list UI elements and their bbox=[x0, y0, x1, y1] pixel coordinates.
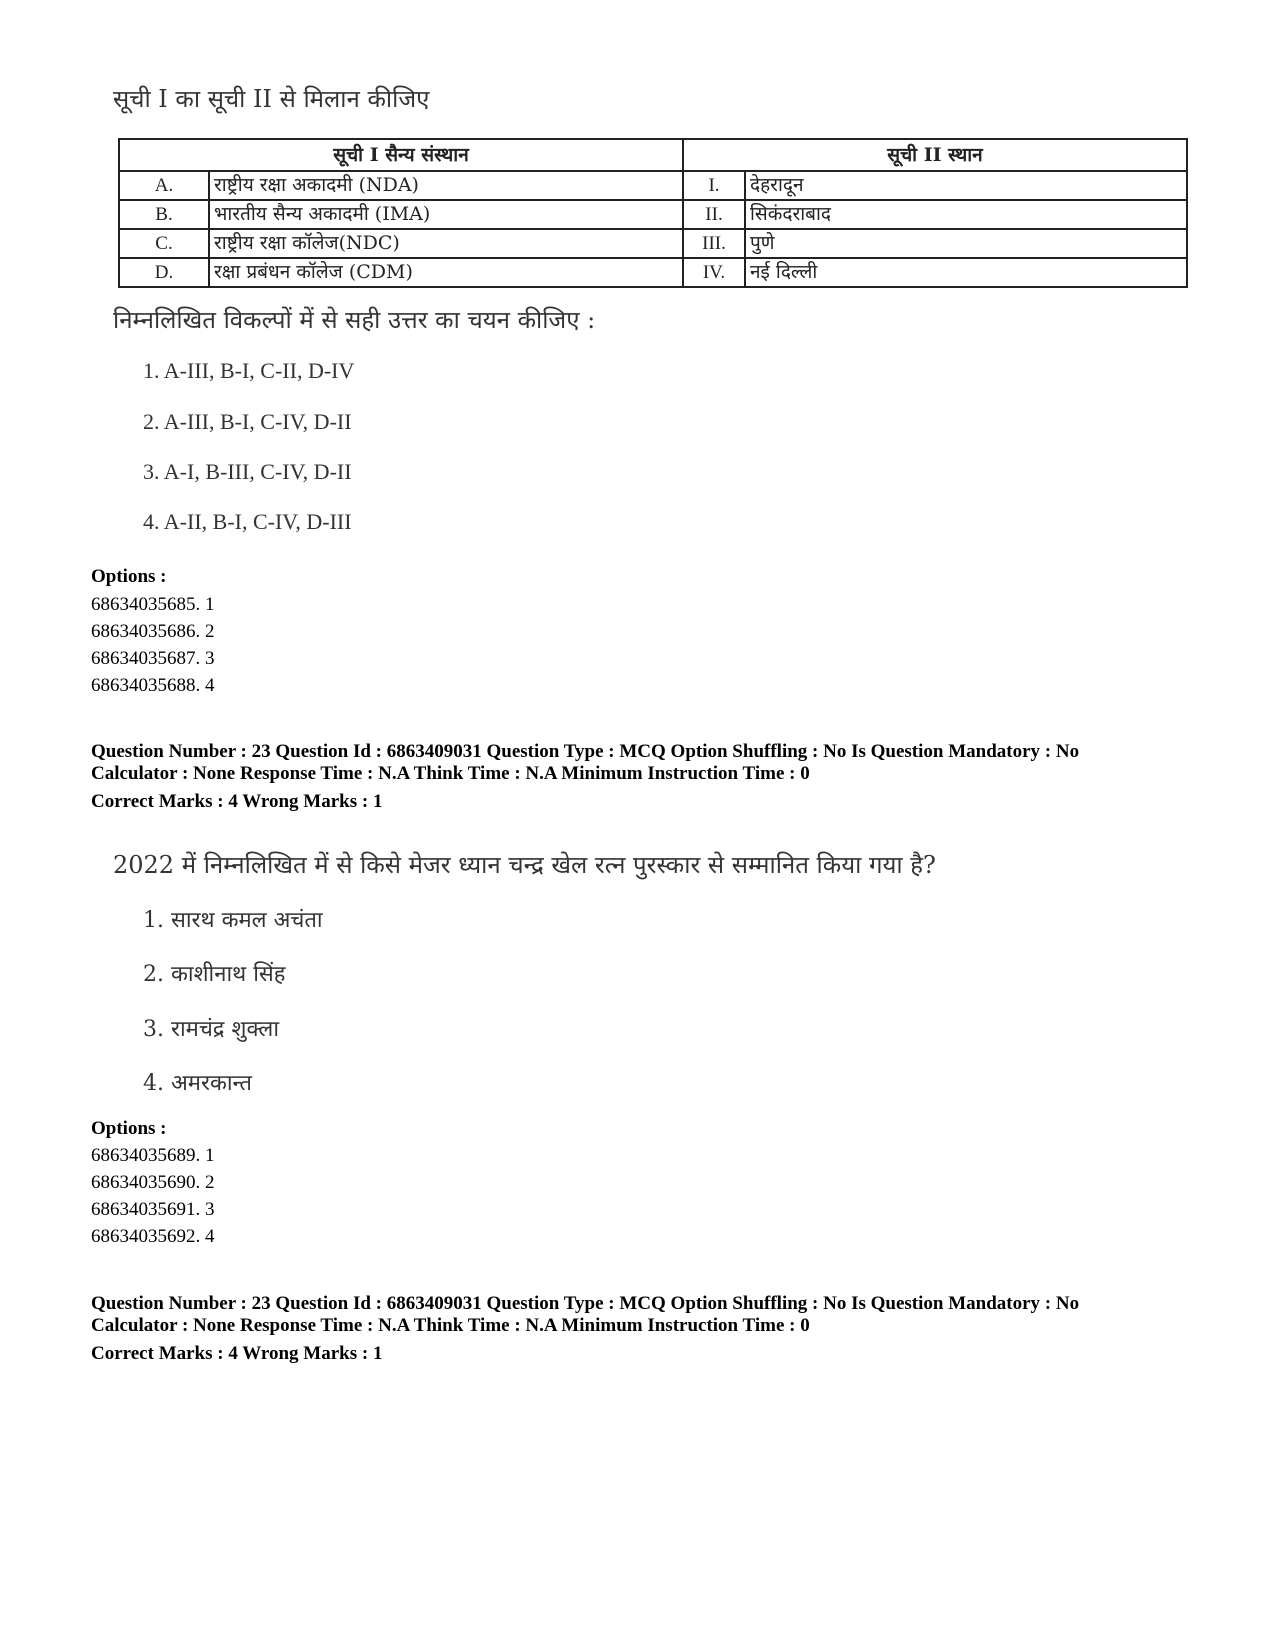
option-id: 68634035685. 1 bbox=[91, 594, 215, 615]
row-key-right: II. bbox=[684, 201, 746, 228]
answer-choice: 2. काशीनाथ सिंह bbox=[143, 962, 286, 987]
row-value-right: सिकंदराबाद bbox=[750, 203, 831, 225]
option-id: 68634035687. 3 bbox=[91, 648, 215, 669]
question-meta-line: Calculator : None Response Time : N.A Think Time : N.A Minimum Instruction Time : 0 bbox=[91, 1315, 810, 1336]
option-id: 68634035691. 3 bbox=[91, 1199, 215, 1220]
answer-choice: 4. अमरकान्त bbox=[143, 1071, 252, 1096]
answer-choice: 1. A-III, B-I, C-II, D-IV bbox=[143, 358, 355, 383]
row-value-left: रक्षा प्रबंधन कॉलेज (CDM) bbox=[214, 261, 413, 283]
row-key-right: I. bbox=[684, 172, 746, 199]
answer-choice: 1. सारथ कमल अचंता bbox=[143, 908, 323, 933]
answer-choice: 2. A-III, B-I, C-IV, D-II bbox=[143, 409, 352, 434]
question-prompt: निम्नलिखित विकल्पों में से सही उत्तर का चयन कीजिए : bbox=[113, 306, 596, 334]
row-key-right: IV. bbox=[684, 259, 746, 286]
match-table-row bbox=[119, 258, 1187, 287]
row-key-right: III. bbox=[684, 230, 746, 257]
option-id: 68634035686. 2 bbox=[91, 621, 215, 642]
option-id: 68634035688. 4 bbox=[91, 675, 215, 696]
row-value-right: पुणे bbox=[750, 232, 775, 254]
row-value-left: राष्ट्रीय रक्षा अकादमी (NDA) bbox=[214, 174, 419, 196]
question-meta-line: Question Number : 23 Question Id : 6863409031 Question Type : MCQ Option Shuffling : No Is Question Mandatory : No bbox=[91, 741, 1080, 762]
match-table-row bbox=[119, 229, 1187, 258]
answer-choice: 3. रामचंद्र शुक्ला bbox=[143, 1017, 280, 1042]
question-meta-line: Question Number : 23 Question Id : 6863409031 Question Type : MCQ Option Shuffling : No Is Question Mandatory : No bbox=[91, 1293, 1080, 1314]
row-key-left: D. bbox=[120, 259, 210, 286]
list-two-header: सूची II स्थान bbox=[683, 139, 1187, 171]
match-table-row bbox=[119, 171, 1187, 200]
question-marks-line: Correct Marks : 4 Wrong Marks : 1 bbox=[91, 1343, 383, 1364]
row-key-left: C. bbox=[120, 230, 210, 257]
options-label: Options : bbox=[91, 566, 167, 587]
row-key-left: A. bbox=[120, 172, 210, 199]
answer-choice: 3. A-I, B-III, C-IV, D-II bbox=[143, 459, 352, 484]
list-one-header: सूची I सैन्य संस्थान bbox=[119, 139, 683, 171]
question-marks-line: Correct Marks : 4 Wrong Marks : 1 bbox=[91, 791, 383, 812]
match-table-header bbox=[119, 139, 1187, 171]
answer-choice: 4. A-II, B-I, C-IV, D-III bbox=[143, 509, 352, 534]
row-key-left: B. bbox=[120, 201, 210, 228]
option-id: 68634035692. 4 bbox=[91, 1226, 215, 1247]
match-heading: सूची I का सूची II से मिलान कीजिए bbox=[113, 85, 430, 113]
row-value-right: नई दिल्ली bbox=[750, 261, 818, 283]
options-label: Options : bbox=[91, 1118, 167, 1139]
match-table-row bbox=[119, 200, 1187, 229]
question-meta-line: Calculator : None Response Time : N.A Think Time : N.A Minimum Instruction Time : 0 bbox=[91, 763, 810, 784]
match-table bbox=[118, 138, 1188, 288]
row-value-left: भारतीय सैन्य अकादमी (IMA) bbox=[214, 203, 431, 225]
row-value-left: राष्ट्रीय रक्षा कॉलेज(NDC) bbox=[214, 232, 400, 254]
option-id: 68634035690. 2 bbox=[91, 1172, 215, 1193]
row-value-right: देहरादून bbox=[750, 174, 804, 196]
option-id: 68634035689. 1 bbox=[91, 1145, 215, 1166]
question-text: 2022 में निम्नलिखित में से किसे मेजर ध्यान चन्द्र खेल रत्न पुरस्कार से सम्मानित किया गया है? bbox=[113, 851, 936, 879]
